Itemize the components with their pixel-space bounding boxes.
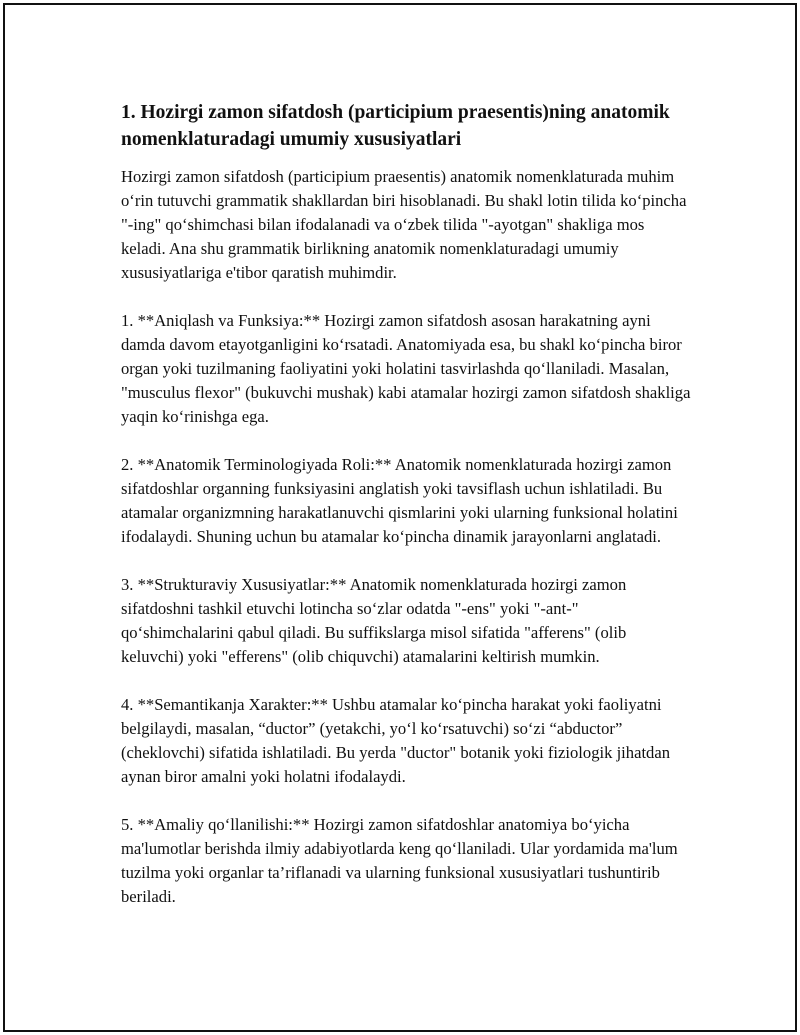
intro-paragraph: Hozirgi zamon sifatdosh (participium praesentis) anatomik nomenklaturada muhim o‘rin tutuvchi grammatik shakllardan biri hisoblanadi. Bu shakl lotin tilida ko‘pincha "-ing" qo‘shimchasi bilan ifodalanadi va o‘zbek tilida "-ayotgan" shakliga mos keladi. Ana shu grammatik birlikning anatomik nomenklaturadagi umumiy xususiyatlariga e'tibor qaratish muhimdir. [121, 167, 687, 282]
paragraph-structural-features: 3. **Strukturaviy Xususiyatlar:** Anatomik nomenklaturada hozirgi zamon sifatdoshni tashkil etuvchi lotincha so‘zlar odatda "-ens" yoki "-ant-" qo‘shimchalarini qabul qiladi. Bu suffikslarga misol sifatida "afferens" (olib keluvchi) yoki "efferens" (olib chiquvchi) atamalarini keltirish mumkin. [121, 575, 627, 666]
document-body [121, 99, 693, 933]
paragraph-practical-usage: 5. **Amaliy qo‘llanilishi:** Hozirgi zamon sifatdoshlar anatomiya bo‘yicha ma'lumotlar berishda ilmiy adabiyotlarda keng qo‘llaniladi. Ular yordamida ma'lum tuzilma yoki organlar ta’riflanadi va ularning funksional xususiyatlari tushuntirib beriladi. [121, 815, 678, 906]
document-title: 1. Hozirgi zamon sifatdosh (participium praesentis)ning anatomik nomenklaturadagi umumiy xususiyatlari [121, 102, 670, 150]
paragraph-definition-function: 1. **Aniqlash va Funksiya:** Hozirgi zamon sifatdosh asosan harakatning ayni damda davom etayotganligini ko‘rsatadi. Anatomiyada esa, bu shakl ko‘pincha biror organ yoki tuzilmaning faoliyatini yoki holatini tasvirlashda qo‘llaniladi. Masalan, "musculus flexor" (bukuvchi mushak) kabi atamalar hozirgi zamon sifatdosh shakliga yaqin ko‘rinishga ega. [121, 311, 691, 426]
paragraph-semantic-character: 4. **Semantikanja Xarakter:** Ushbu atamalar ko‘pincha harakat yoki faoliyatni belgilaydi, masalan, “ductor” (yetakchi, yo‘l ko‘rsatuvchi) so‘zi “abductor” (cheklovchi) sifatida ishlatiladi. Bu yerda "ductor" botanik yoki fiziologik jihatdan aynan biror amalni yoki holatni ifodalaydi. [121, 695, 671, 786]
paragraph-terminology-role: 2. **Anatomik Terminologiyada Roli:** Anatomik nomenklaturada hozirgi zamon sifatdoshlar organning funksiyasini anglatish yoki tavsiflash uchun ishlatiladi. Bu atamalar organizmning harakatlanuvchi qismlarini yoki ularning funksional holatini ifodalaydi. Shuning uchun bu atamalar ko‘pincha dinamik jarayonlarni anglatadi. [121, 455, 678, 546]
page-frame [3, 3, 797, 1032]
